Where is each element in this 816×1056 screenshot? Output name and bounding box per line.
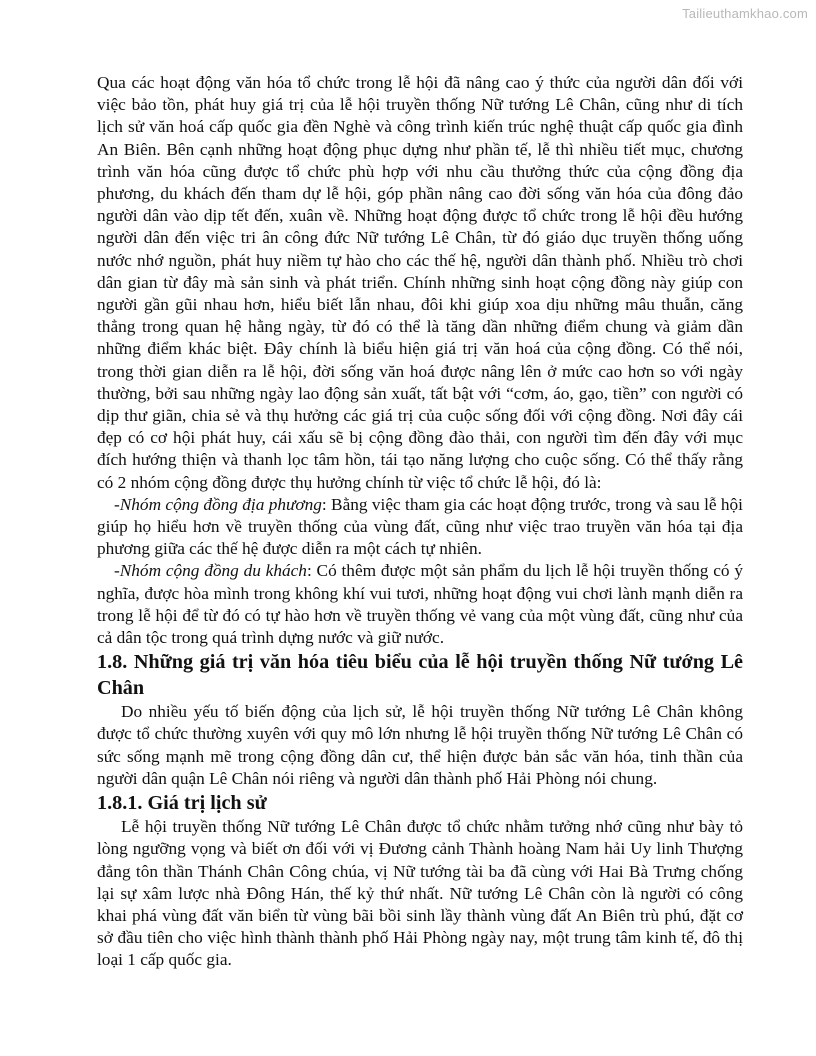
section-heading-1-8: 1.8. Những giá trị văn hóa tiêu biểu của lễ hội truyền thống Nữ tướng Lê Chân: [97, 651, 743, 700]
paragraph-group-tourist: [97, 560, 743, 649]
section-heading-1-8-1: 1.8.1. Giá trị lịch sử: [97, 792, 267, 815]
paragraph-1-8-1: Lễ hội truyền thống Nữ tướng Lê Chân được tổ chức nhằm tưởng nhớ cũng như bày tỏ lòng ngưỡng vọng và biết ơn đối với vị Đương cảnh Thành hoàng Nam hải Uy linh Thượng đẳng tôn thần Thánh Chân Công chúa, vị Nữ tướng tài ba đã cùng với Hai Bà Trưng chống lại sự xâm lược nhà Đông Hán, thế kỷ thứ nhất. Nữ tướng Lê Chân còn là người có công khai phá vùng đất văn biển từ vùng bãi bồi sinh lầy thành vùng đất An Biên trù phú, đặt cơ sở đầu tiên cho việc hình thành thành phố Hải Phòng ngày nay, một trung tâm kinh tế, đô thị loại 1 cấp quốc gia.: [97, 817, 743, 970]
paragraph-group-local: [97, 494, 743, 561]
document-body: [97, 72, 743, 972]
watermark: Tailieuthamkhao.com: [682, 6, 808, 21]
group-tourist-text: : Có thêm được một sản phẩm du lịch lễ hội truyền thống có ý nghĩa, được hòa mình trong không khí vui tươi, những hoạt động vui chơi lành mạnh diễn ra trong lễ hội để từ đó có tự hào hơn về truyền thống vẻ vang của một vùng đất, cũng như của cả dân tộc trong quá trình dựng nước và giữ nước.: [97, 561, 743, 648]
group-local-label: -Nhóm cộng đồng địa phương: [114, 494, 322, 514]
group-local-text: : Bằng việc tham gia các hoạt động trước, trong và sau lễ hội giúp họ hiểu hơn về truyền thống của vùng đất, cũng như việc trao truyền văn hóa tại địa phương giữa các thế hệ được diễn ra một cách tự nhiên.: [97, 494, 743, 559]
paragraph-1-8: Do nhiều yếu tố biến động của lịch sử, lễ hội truyền thống Nữ tướng Lê Chân không được tổ chức thường xuyên với quy mô lớn nhưng lễ hội truyền thống Nữ tướng Lê Chân có sức sống mạnh mẽ trong cộng đồng dân cư, thể hiện được bản sắc văn hóa, tinh thần của người dân quận Lê Chân nói riêng và người dân thành phố Hải Phòng nói chung.: [97, 702, 743, 788]
group-tourist-label: -Nhóm cộng đồng du khách: [114, 561, 307, 581]
paragraph-intro: Qua các hoạt động văn hóa tổ chức trong lễ hội đã nâng cao ý thức của người dân đối với việc bảo tồn, phát huy giá trị của lễ hội truyền thống Nữ tướng Lê Chân, cũng như di tích lịch sử văn hoá cấp quốc gia đền Nghè và công trình kiến trúc nghệ thuật cấp quốc gia đình An Biên. Bên cạnh những hoạt động phục dựng như phần tế, lễ thì nhiều tiết mục, chương trình văn hóa cũng được tổ chức phù hợp với nhu cầu thưởng thức của cộng đồng địa phương, du khách đến tham dự lễ hội, góp phần nâng cao đời sống văn hóa của đông đảo người dân vào dịp tết đến, xuân về. Những hoạt động được tổ chức trong lễ hội đều hướng người dân đến việc tri ân công đức Nữ tướng Lê Chân, từ đó giáo dục truyền thống uống nước nhớ nguồn, phát huy niềm tự hào cho các thế hệ, người dân thành phố. Nhiều trò chơi dân gian từ đây mà sản sinh và phát triển. Chính những sinh hoạt cộng đồng này giúp con người gần gũi nhau hơn, hiểu biết lẫn nhau, đôi khi giúp xoa dịu những mâu thuẫn, căng thẳng trong quan hệ hằng ngày, từ đó có thể là tăng dần những điểm chung và giảm dần những điểm khác biệt. Đây chính là biểu hiện giá trị văn hoá của cộng đồng. Có thể nói, trong thời gian diễn ra lễ hội, đời sống văn hoá được nâng lên ở mức cao hơn so với ngày thường, bởi sau những ngày lao động sản xuất, tất bật với “cơm, áo, gạo, tiền” con người có dịp thư giãn, chia sẻ và thụ hưởng các giá trị của cuộc sống đối với cộng đồng. Nơi đây cái đẹp có cơ hội phát huy, cái xấu sẽ bị cộng đồng đào thải, con người tìm đến đây với mục đích hướng thiện và thanh lọc tâm hồn, tái tạo năng lượng cho cuộc sống. Có thể thấy rằng có 2 nhóm cộng đồng được thụ hưởng chính từ việc tổ chức lễ hội, đó là:: [97, 73, 743, 492]
